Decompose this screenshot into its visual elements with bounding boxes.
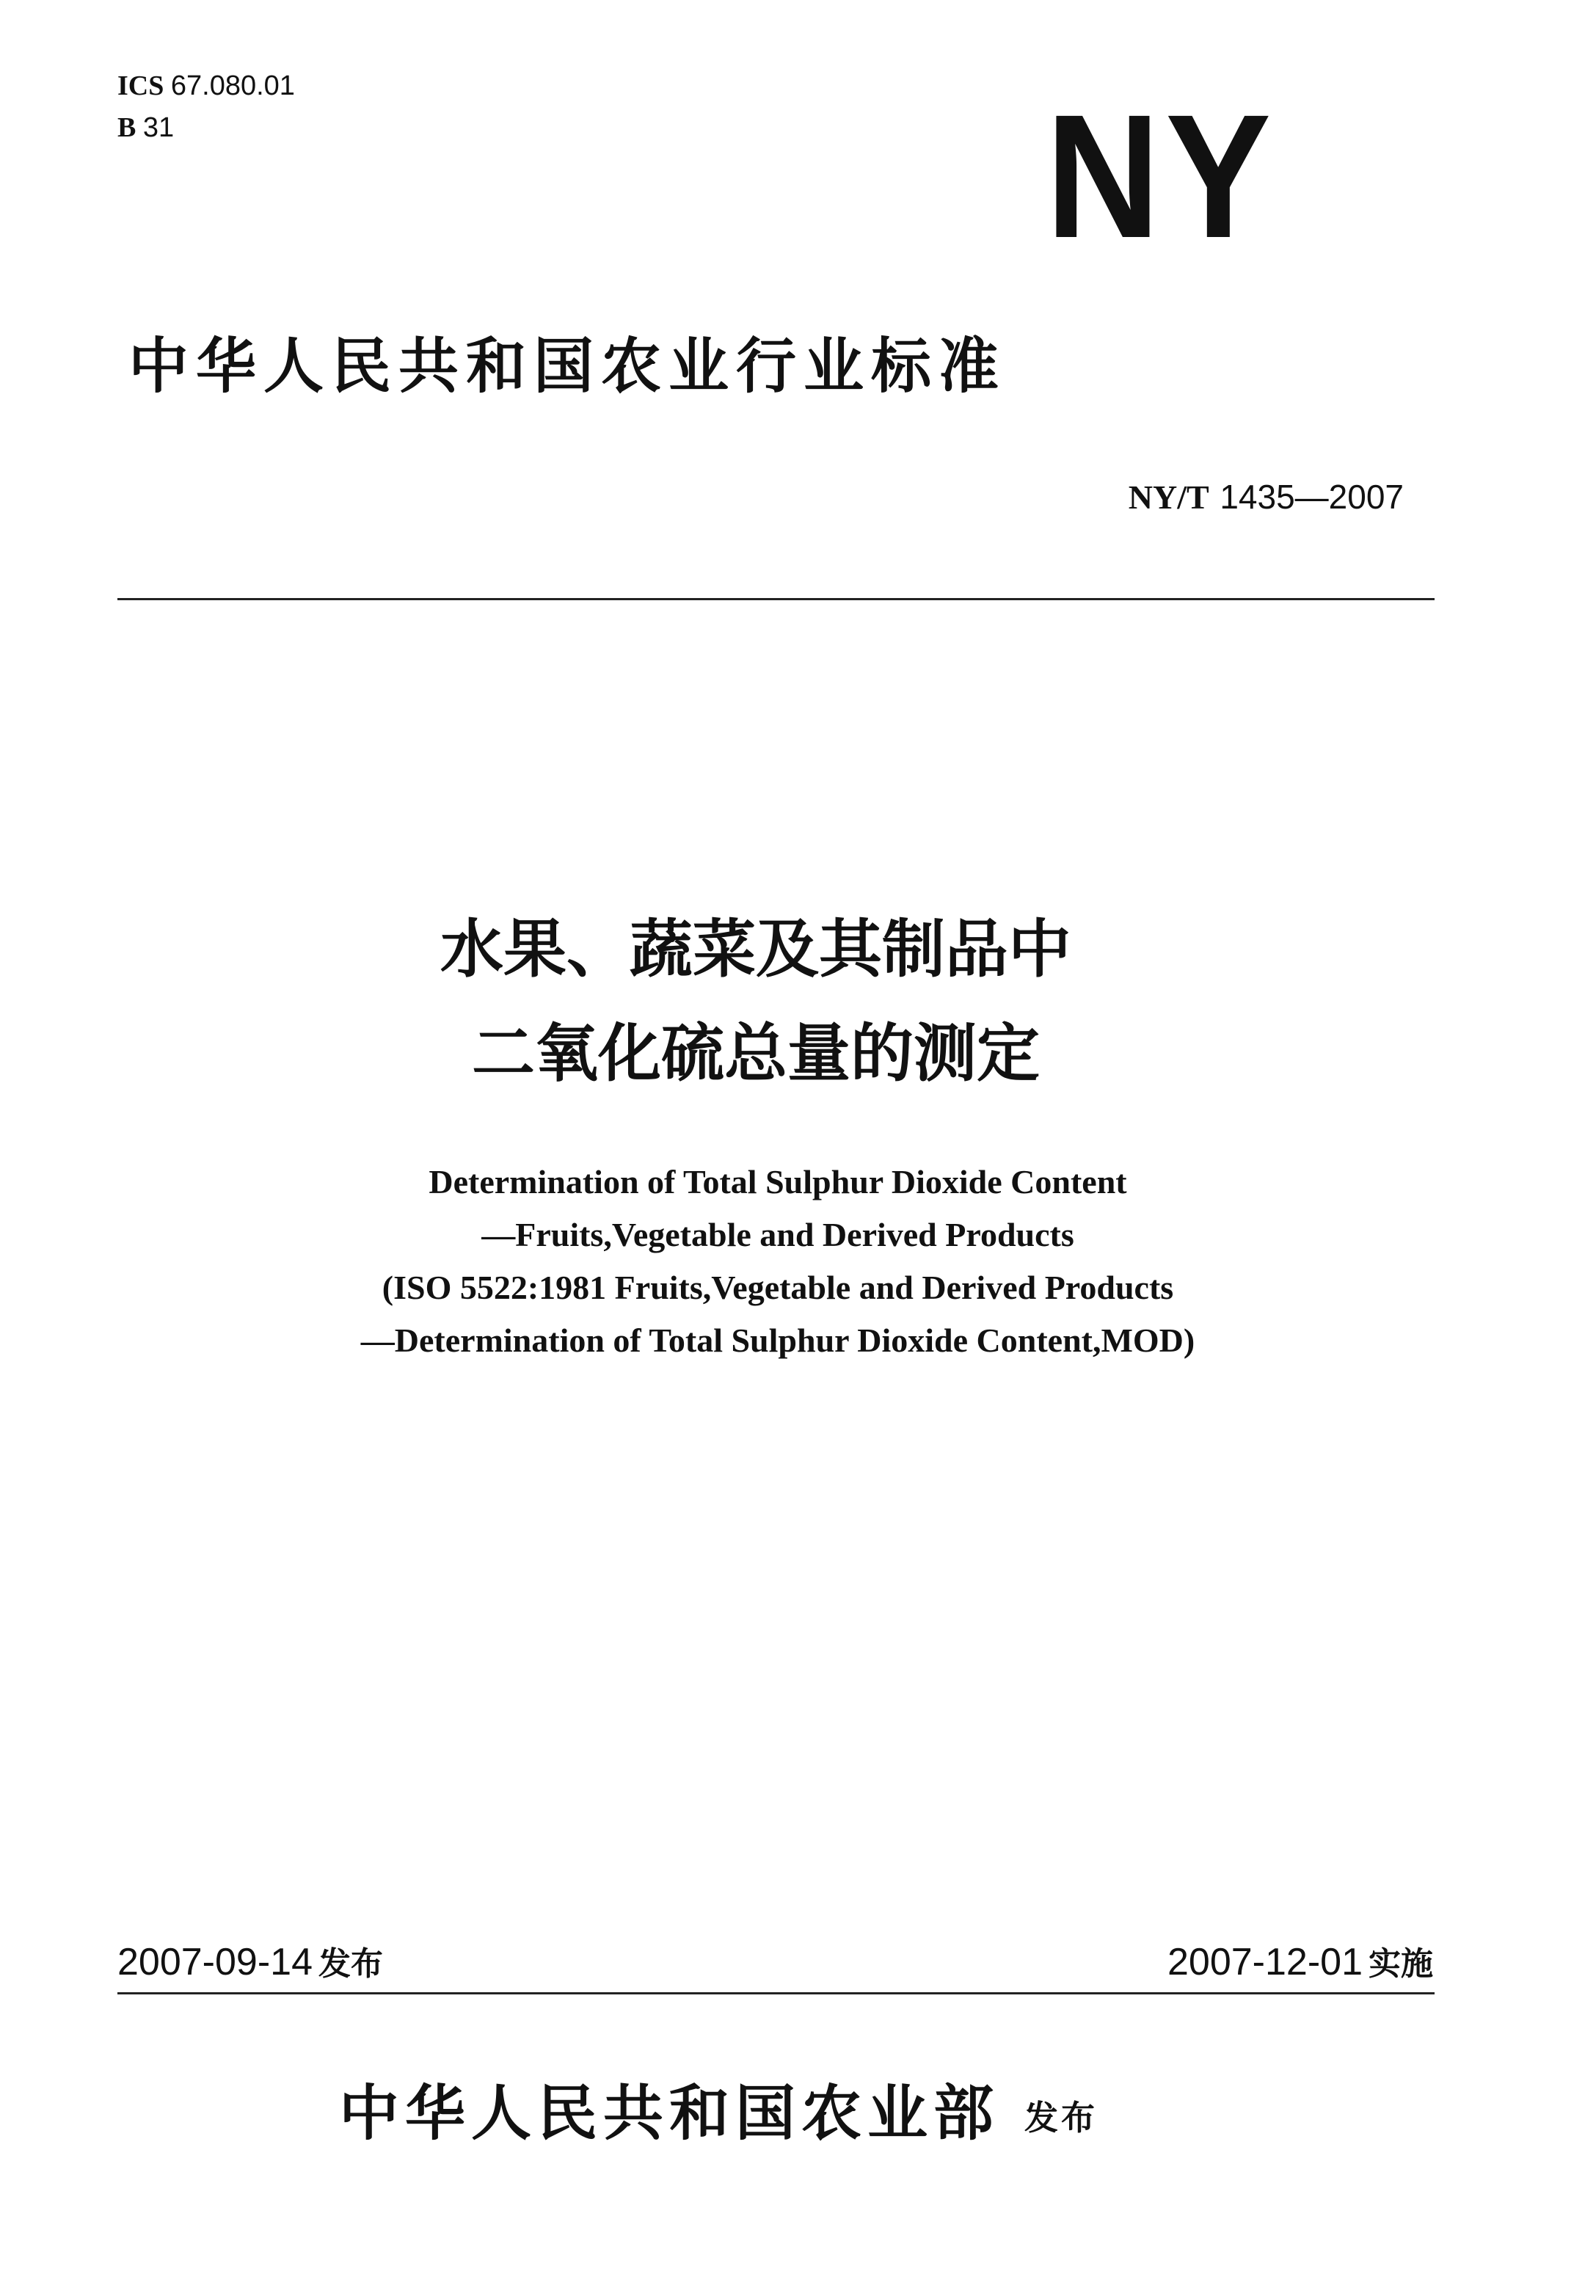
ny-logo: NY <box>1046 78 1277 274</box>
issue-date-label: 发布 <box>318 1945 383 1983</box>
standard-type-title: 中华人民共和国农业行业标准 <box>128 332 1007 401</box>
issue-date <box>117 1937 383 1984</box>
publisher-label: 发布 <box>1024 2098 1098 2138</box>
ccs-code <box>117 112 174 144</box>
implement-date-label: 实施 <box>1369 1945 1433 1983</box>
top-divider <box>117 598 1435 600</box>
english-title-line-3: (ISO 5522:1981 Fruits,Vegetable and Derived Products <box>382 1269 1174 1306</box>
standard-number-prefix: NY/T <box>1128 478 1209 516</box>
implement-date <box>1167 1937 1433 1984</box>
english-title <box>0 1156 1556 1367</box>
issue-date-value: 2007-09-14 <box>117 1941 313 1983</box>
chinese-title-line-1: 水果、蔬菜及其制品中 <box>440 913 1071 986</box>
implement-date-value: 2007-12-01 <box>1167 1941 1363 1983</box>
english-title-line-1: Determination of Total Sulphur Dioxide Content <box>429 1163 1127 1200</box>
standard-number <box>1129 477 1404 517</box>
bottom-divider <box>117 1992 1435 1994</box>
english-title-line-2: —Fruits,Vegetable and Derived Products <box>481 1216 1074 1253</box>
english-title-line-4: —Determination of Total Sulphur Dioxide Content,MOD) <box>360 1322 1195 1359</box>
ccs-value: 31 <box>142 112 175 143</box>
ccs-label: B <box>117 112 136 143</box>
publisher <box>339 2066 1098 2151</box>
publisher-name: 中华人民共和国农业部 <box>339 2079 1000 2149</box>
standard-number-value: 1435—2007 <box>1220 478 1404 516</box>
ics-label: ICS <box>117 70 164 101</box>
chinese-title-line-2: 二氧化硫总量的测定 <box>472 1017 1040 1090</box>
ics-value: 67.080.01 <box>170 70 295 101</box>
ics-code <box>117 72 295 100</box>
